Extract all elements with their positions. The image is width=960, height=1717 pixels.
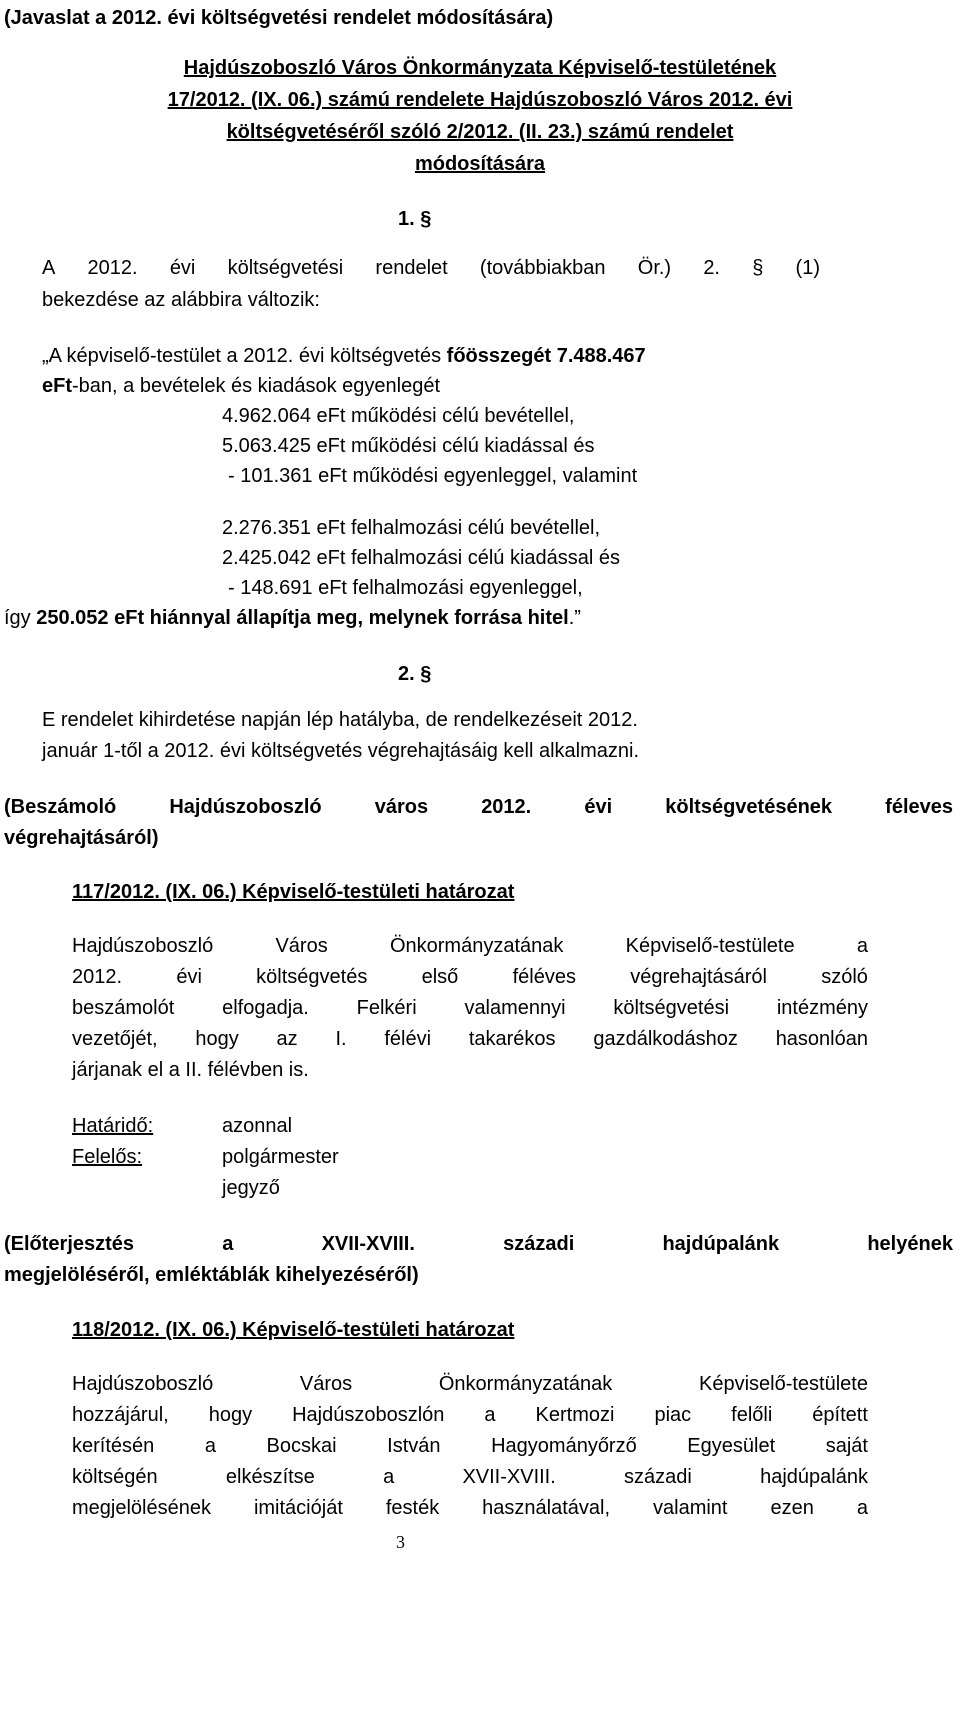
- responsible-label: Felelős:: [72, 1146, 143, 1168]
- deadline-label: Határidő:: [72, 1115, 154, 1137]
- quote-operating-expense: 5.063.425 eFt működési célú kiadással és: [222, 435, 595, 457]
- resolution-118-body-line-2: hozzájárul, hogy Hajdúszoboszlón a Kertmozi piac felőli épített: [72, 1404, 868, 1426]
- section-1-heading: 1. §: [398, 208, 432, 230]
- quote-deficit-line: így 250.052 eFt hiánnyal állapítja meg, melynek forrása hitel.”: [4, 607, 581, 629]
- resolution-117-body-line-3: beszámolót elfogadja. Felkéri valamennyi költségvetési intézmény: [72, 997, 868, 1019]
- agenda-2-title-line-1: (Előterjesztés a XVII-XVIII. századi hajdúpalánk helyének: [4, 1233, 953, 1255]
- section-2-line-1: E rendelet kihirdetése napján lép hatályba, de rendelkezéseit 2012.: [42, 709, 638, 731]
- section-1-intro-line-1: A 2012. évi költségvetési rendelet (továbbiakban Ör.) 2. § (1): [42, 257, 820, 279]
- quote-capital-expense: 2.425.042 eFt felhalmozási célú kiadással és: [222, 547, 621, 569]
- quote-capital-balance: - 148.691 eFt felhalmozási egyenleggel,: [228, 577, 583, 599]
- section-2-line-2: január 1-től a 2012. évi költségvetés végrehajtásáig kell alkalmazni.: [42, 740, 640, 762]
- quote-operating-balance: - 101.361 eFt működési egyenleggel, valamint: [228, 465, 638, 487]
- resolution-117-body-line-4: vezetőjét, hogy az I. félévi takarékos gazdálkodáshoz hasonlóan: [72, 1028, 868, 1050]
- quote-operating-revenue: 4.962.064 eFt működési célú bevétellel,: [222, 405, 575, 427]
- decree-title-line-1: Hajdúszoboszló Város Önkormányzata Képviselő-testületének: [183, 57, 777, 79]
- responsible-value-notary: jegyző: [222, 1177, 280, 1199]
- decree-title-line-3: költségvetéséről szóló 2/2012. (II. 23.) számú rendelet: [226, 121, 734, 143]
- page-number: 3: [396, 1532, 405, 1552]
- section-1-intro-line-2: bekezdése az alábbira változik:: [42, 289, 320, 311]
- decree-title-line-4: módosítására: [414, 153, 546, 175]
- section-2-heading: 2. §: [398, 663, 432, 685]
- resolution-118-body-line-1: Hajdúszoboszló Város Önkormányzatának Képviselő-testülete: [72, 1373, 868, 1395]
- resolution-117-body-line-1: Hajdúszoboszló Város Önkormányzatának Képviselő-testülete a: [72, 935, 868, 957]
- quote-line-1: „A képviselő-testület a 2012. évi költségvetés főösszegét 7.488.467: [42, 345, 646, 367]
- decree-title-line-2: 17/2012. (IX. 06.) számú rendelete Hajdúszoboszló Város 2012. évi: [167, 89, 793, 111]
- resolution-118-body-line-3: kerítésén a Bocskai István Hagyományőrző Egyesület saját: [72, 1435, 868, 1457]
- deadline-value: azonnal: [222, 1115, 293, 1137]
- quote-line-2: eFt-ban, a bevételek és kiadások egyenlegét: [42, 375, 441, 397]
- resolution-118-body-line-4: költségén elkészítse a XVII-XVIII. századi hajdúpalánk: [72, 1466, 868, 1488]
- resolution-118-body-line-5: megjelölésének imitációját festék használatával, valamint ezen a: [72, 1497, 868, 1519]
- resolution-117-heading: 117/2012. (IX. 06.) Képviselő-testületi határozat: [72, 881, 515, 903]
- resolution-117-body-line-2: 2012. évi költségvetés első féléves végrehajtásáról szóló: [72, 966, 868, 988]
- quote-capital-revenue: 2.276.351 eFt felhalmozási célú bevétellel,: [222, 517, 601, 539]
- proposal-header: (Javaslat a 2012. évi költségvetési rendelet módosítására): [4, 7, 554, 29]
- agenda-1-title-line-2: végrehajtásáról): [4, 827, 159, 849]
- agenda-2-title-line-2: megjelöléséről, emléktáblák kihelyezéséről): [4, 1264, 419, 1286]
- responsible-value-mayor: polgármester: [222, 1146, 339, 1168]
- resolution-117-body-line-5: járjanak el a II. félévben is.: [72, 1059, 309, 1081]
- agenda-1-title-line-1: (Beszámoló Hajdúszoboszló város 2012. évi költségvetésének féleves: [4, 796, 953, 818]
- resolution-118-heading: 118/2012. (IX. 06.) Képviselő-testületi határozat: [72, 1319, 515, 1341]
